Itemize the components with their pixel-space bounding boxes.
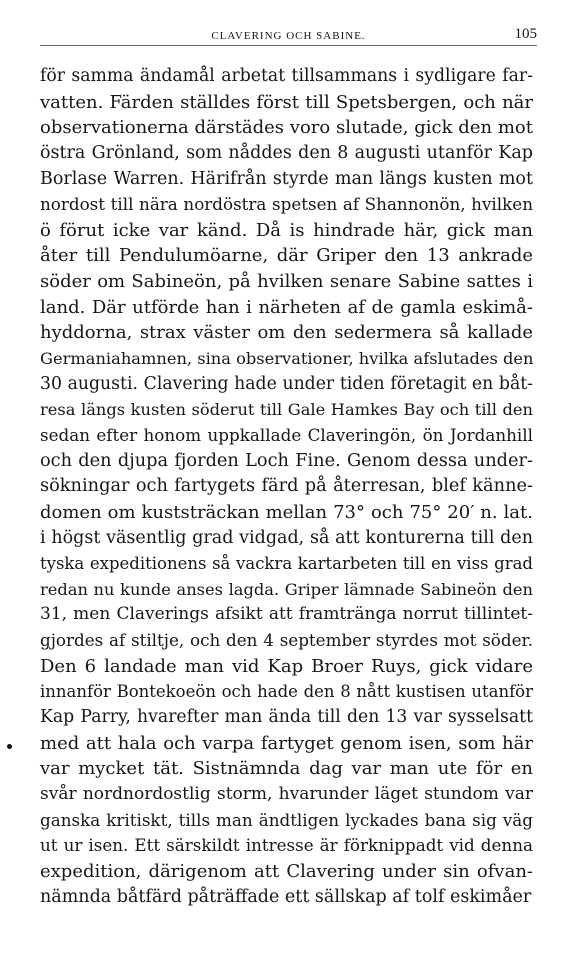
margin-mark: [7, 744, 12, 749]
body-text: [40, 64, 533, 910]
text-line: resa längs kusten söderut till Gale Hamkes Bay och till den: [40, 400, 533, 420]
text-line: Kap Parry, hvarefter man ända till den 13 var sysselsatt: [40, 707, 533, 728]
text-line: hyddorna, strax väster om den sedermera så kallade: [40, 322, 533, 344]
text-line: var mycket tät. Sistnämnda dag var man ute för en: [40, 758, 533, 780]
text-line: ut ur isen. Ett särskildt intresse är förknippadt vid denna: [40, 835, 533, 856]
text-line: expedition, därigenom att Clavering under sin ofvan-: [40, 860, 533, 882]
text-line: och den djupa fjorden Loch Fine. Genom dessa under-: [40, 450, 533, 471]
text-line: sökningar och fartygets färd på återresan, blef känne-: [40, 476, 533, 497]
text-line: söder om Sabineön, på hvilken senare Sabine sattes i: [40, 271, 533, 293]
text-line: sedan efter honom uppkallade Claveringön, ön Jordanhill: [40, 424, 533, 445]
text-line: observationerna därstädes voro slutade, gick den mot: [40, 117, 533, 139]
text-line: vatten. Färden ställdes först till Spetsbergen, och när: [40, 91, 533, 113]
text-line: östra Grönland, som nåddes den 8 augusti utanför Kap: [40, 142, 533, 163]
text-line: ganska kritiskt, tills man ändtligen lyckades bana sig väg: [40, 809, 533, 830]
text-line: 31, men Claverings afsikt att framtränga norrut tillintet-: [40, 604, 533, 625]
header-rule: [40, 45, 537, 46]
text-line: med att hala och varpa fartyget genom isen, som här: [40, 732, 533, 754]
text-line: 30 augusti. Clavering hade under tiden företagit en båt-: [40, 373, 533, 394]
text-line: domen om kuststräckan mellan 73° och 75° 20′ n. lat.: [40, 501, 533, 523]
text-line: redan nu kunde anses lagda. Griper lämnade Sabineön den: [40, 579, 533, 599]
text-line: svår nordnordostlig storm, hvarunder läget stundom var: [40, 783, 533, 804]
text-line: gjordes af stiltje, och den 4 september styrdes mot söder.: [40, 630, 533, 651]
text-line: land. Där utförde han i närheten af de gamla eskimå-: [40, 296, 533, 318]
text-line: ö förut icke var känd. Då is hindrade här, gick man: [40, 219, 533, 241]
page-number: 105: [514, 26, 537, 42]
text-line: för samma ändamål arbetat tillsammans i sydligare far-: [40, 66, 533, 86]
running-head: CLAVERING OCH SABINE.: [211, 30, 366, 42]
text-line: nordost till nära nordöstra spetsen af Shannonön, hvilken: [40, 194, 533, 215]
text-line: innanför Bontekoeön och hade den 8 nått kustisen utanför: [40, 682, 533, 702]
page-header: [40, 26, 537, 46]
text-line: åter till Pendulumöarne, där Griper den 13 ankrade: [40, 245, 533, 267]
text-line: tyska expeditionens så vackra kartarbeten till en viss grad: [40, 554, 533, 574]
text-line: Borlase Warren. Härifrån styrde man längs kusten mot: [40, 168, 533, 189]
text-line: nämnda båtfärd påträffade ett sällskap af tolf eskimåer: [40, 886, 532, 907]
text-line: Den 6 landade man vid Kap Broer Ruys, gick vidare: [40, 655, 533, 677]
text-line: i högst väsentlig grad vidgad, så att konturerna till den: [40, 527, 533, 548]
text-line: Germaniahamnen, sina observationer, hvilka afslutades den: [40, 349, 534, 369]
